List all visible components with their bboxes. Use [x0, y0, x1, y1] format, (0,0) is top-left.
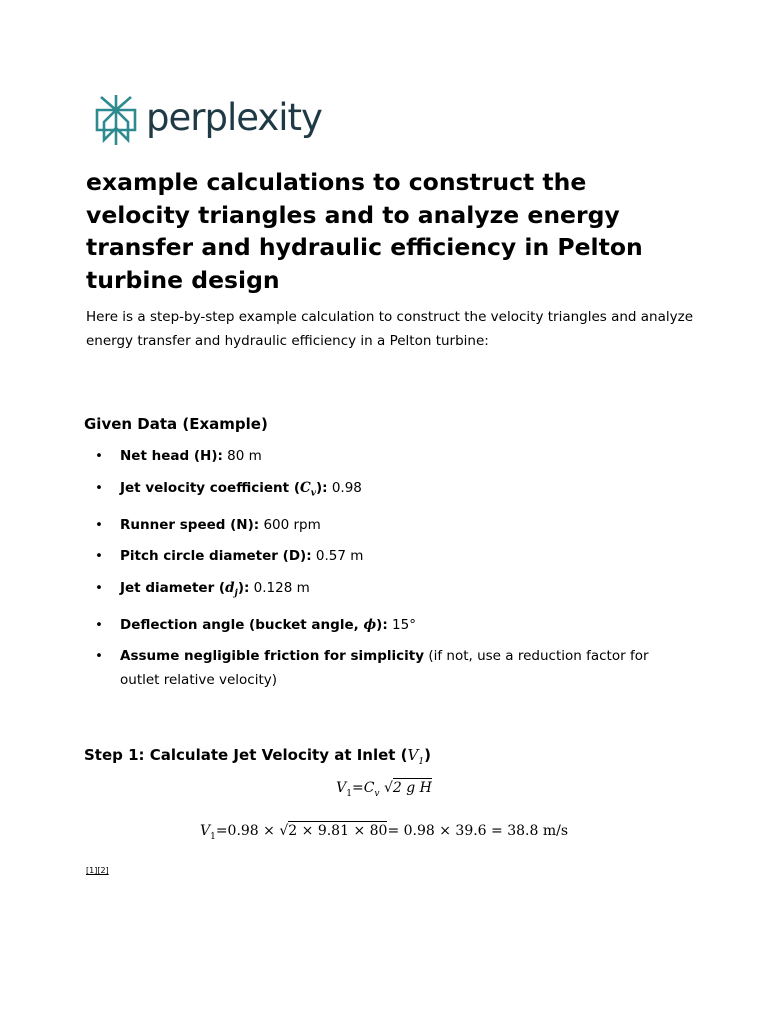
item-label: Pitch circle diameter (D): [120, 548, 312, 565]
item-label: Runner speed (N): [120, 516, 260, 533]
math-symbol: $C_v$ [299, 479, 316, 499]
list-item [86, 513, 686, 537]
list-item [86, 613, 686, 637]
given-data-list [86, 444, 686, 700]
item-value: 600 rpm [259, 516, 321, 533]
list-item [86, 476, 686, 506]
intro-paragraph: Here is a step-by-step example calculation to construct the velocity triangles and analyze energy transfer and hydraulic efficiency in a Pelton turbine: [86, 309, 694, 349]
list-item [86, 544, 686, 568]
step1-heading: Step 1: Calculate Jet Velocity at Inlet $(V_1)$ [84, 746, 431, 767]
item-label: Net head (H): [120, 448, 223, 464]
math-symbol: $d_j$ [225, 579, 238, 599]
item-label: Jet diameter $(d_j)$: [120, 579, 250, 599]
perplexity-logo [94, 94, 322, 146]
item-label: Jet velocity coefficient $(C_v)$: [120, 479, 328, 499]
list-item [86, 444, 686, 468]
given-data-heading: Given Data (Example) [84, 415, 268, 433]
item-value: 15° [387, 616, 416, 633]
item-value: 0.128 m [249, 579, 310, 596]
item-value: 0.98 [327, 479, 362, 496]
perplexity-logo-icon [94, 94, 138, 146]
equation-jet-velocity: $V_1=C_v$ √2 g H [336, 780, 432, 799]
item-value: 0.57 m [311, 548, 364, 565]
math-symbol: $V_1$ [407, 746, 425, 767]
item-label: Assume negligible friction for simplicity [120, 648, 425, 665]
brand-name: perplexity [146, 95, 322, 139]
page-title: example calculations to construct the velocity triangles and to analyze energy transfer and hydraulic efficiency in Pelton turbine design [86, 168, 643, 294]
list-item [86, 644, 686, 692]
equation-jet-velocity-numeric: $V_1=0.98 \times √2 \times 9.81 \times 80= 0.98 \times 39.6 = 38.8$ m/s [199, 823, 569, 842]
reference-links[interactable]: [1][2] [86, 866, 109, 875]
item-value: (if not, use a reduction factor for outlet relative velocity) [120, 648, 649, 689]
item-label: Deflection angle (bucket angle, ϕ): [120, 616, 388, 633]
list-item [86, 576, 686, 606]
item-value: 80 m [222, 448, 262, 464]
math-symbol: ϕ [363, 616, 377, 633]
